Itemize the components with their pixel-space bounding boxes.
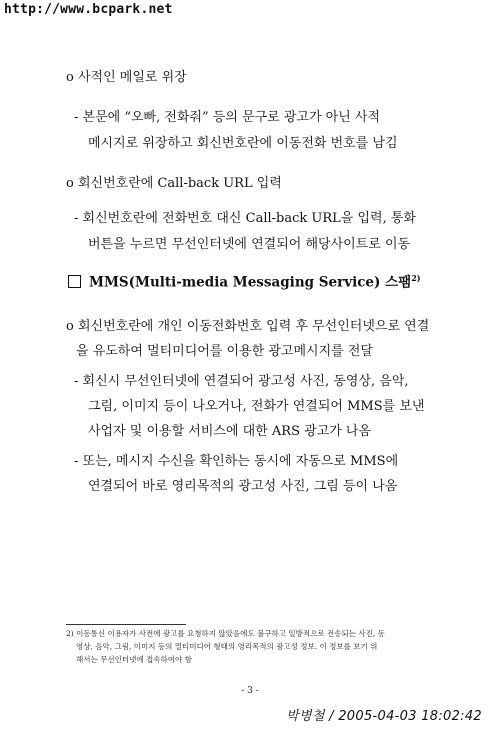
footnote-line: 2) 이동통신 이용자가 사전에 광고를 요청하지 않았음에도 불구하고 일방적으로 전송되는 사진, 동 [66, 629, 385, 638]
footnote-line: 해서는 무선인터넷에 접속하여야 함 [76, 655, 192, 664]
author-timestamp: 박병철 / 2005-04-03 18:02:42 [286, 709, 482, 724]
footnote-ref: 2) [411, 273, 421, 283]
sub-item-line: 사업자 및 이용할 서비스에 대한 ARS 광고가 나옴 [88, 424, 372, 439]
bullet-item-disguised-mail: o 사적인 메일로 위장 [66, 70, 187, 85]
bullet-item-line: 을 유도하여 멀티미디어를 이용한 광고메시지를 전달 [76, 344, 373, 359]
section-heading-text: MMS(Multi-media Messaging Service) 스팸 [89, 274, 412, 291]
sub-item-line: - 회신시 무선인터넷에 연결되어 광고성 사진, 동영상, 음악, [74, 374, 409, 389]
sub-item-line: 메시지로 위장하고 회신번호란에 이동전화 번호를 남김 [88, 136, 398, 151]
sub-item-line: - 또는, 메시지 수신을 확인하는 동시에 자동으로 MMS에 [74, 454, 399, 469]
footnote-divider [66, 624, 186, 625]
sub-item-line: - 본문에 “오빠, 전화줘” 등의 문구로 광고가 아닌 사적 [74, 110, 381, 125]
footnote-line: 영상, 음악, 그림, 이미지 등의 멀티미디어 형태의 영리목적의 광고성 정보. 이 정보를 보기 위 [76, 642, 378, 651]
source-url: http://www.bcpark.net [4, 2, 173, 17]
bullet-item-callback-url: o 회신번호란에 Call-back URL 입력 [66, 176, 282, 191]
sub-item-line: 버튼을 누르면 무선인터넷에 연결되어 해당사이트로 이동 [88, 237, 411, 252]
section-heading [68, 264, 421, 297]
checkbox-square-icon [68, 275, 81, 288]
sub-item-line: 그림, 이미지 등이 나오거나, 전화가 연결되어 MMS를 보낸 [88, 399, 425, 414]
bullet-item-mms: o 회신번호란에 개인 이동전화번호 입력 후 무선인터넷으로 연결 [66, 319, 430, 334]
page-number: - 3 - [241, 686, 259, 696]
sub-item-line: 연결되어 바로 영리목적의 광고성 사진, 그림 등이 나옴 [88, 479, 398, 494]
sub-item-line: - 회신번호란에 전화번호 대신 Call-back URL을 입력, 통화 [74, 211, 416, 226]
